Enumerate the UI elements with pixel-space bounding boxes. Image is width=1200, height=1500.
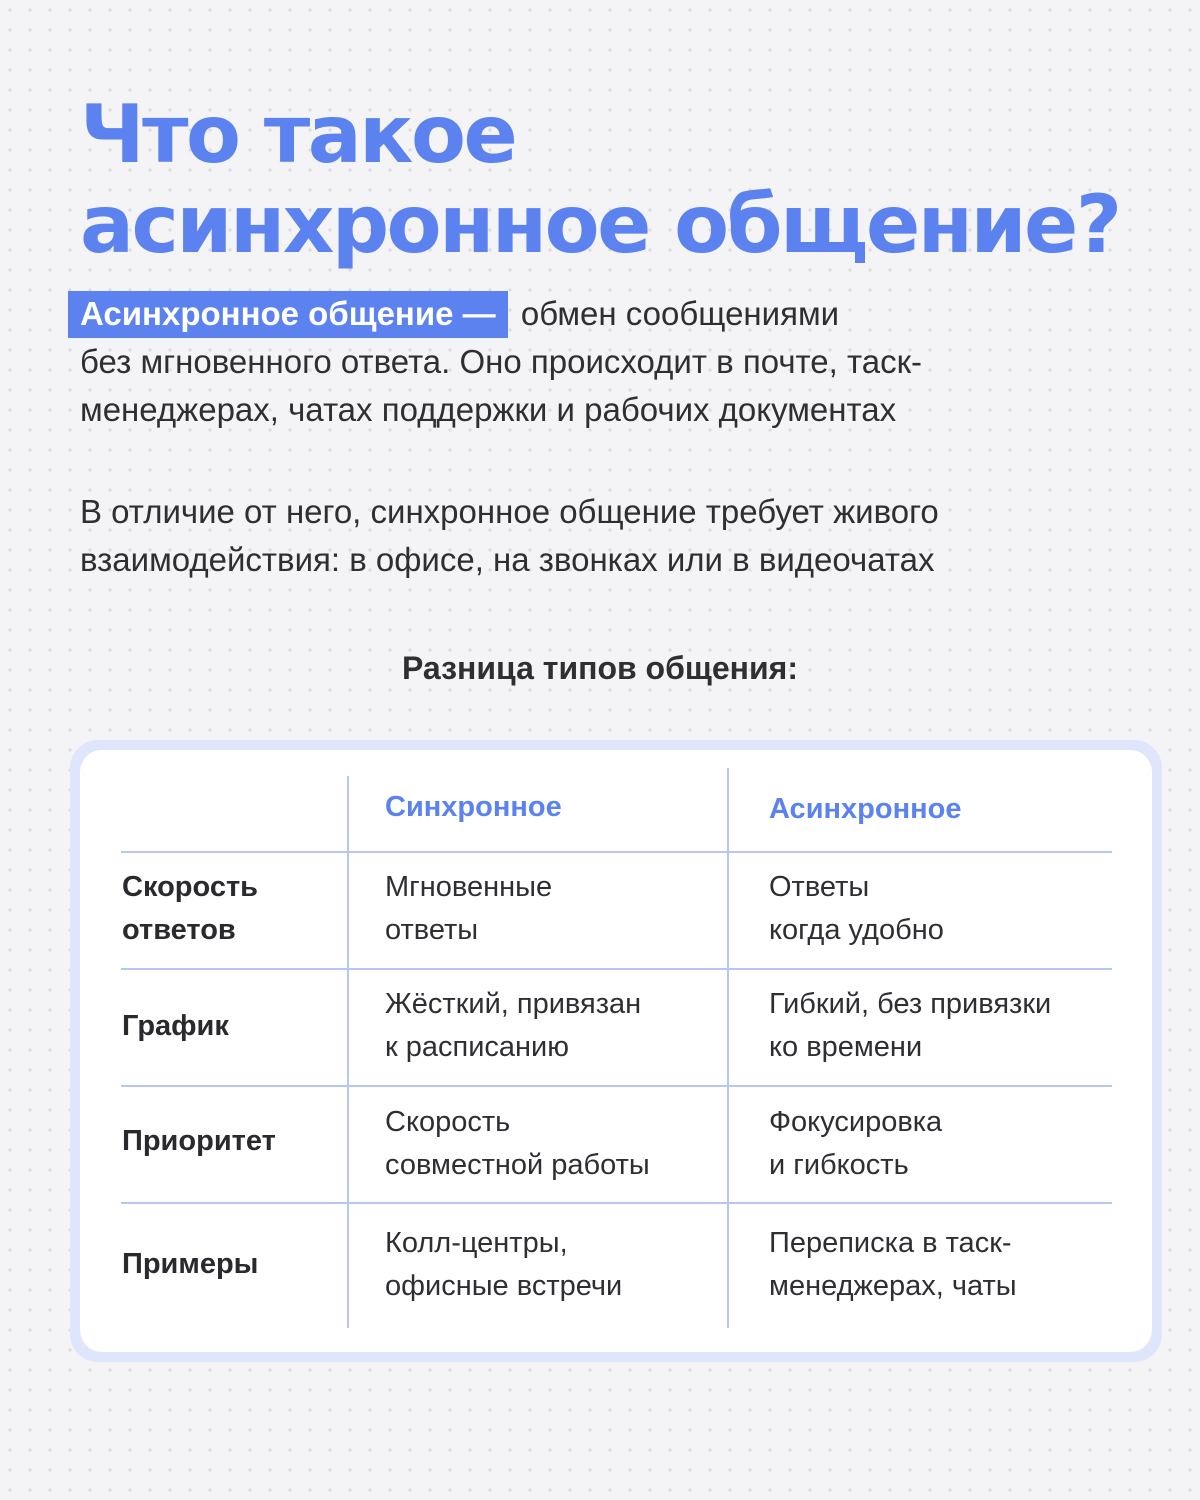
row-label-priority: [122, 1120, 276, 1163]
cell-speed-async-line-2: когда удобно: [769, 914, 944, 946]
row-divider-3: [121, 1085, 1112, 1087]
cell-speed-async-line-1: Ответы: [769, 871, 870, 903]
page-title: [80, 90, 1120, 270]
cell-priority-sync-line-1: Скорость: [385, 1106, 511, 1138]
row-divider-1: [121, 851, 1112, 853]
comparison-line-2: взаимодействия: в офисе, на звонках или в видеочатах: [80, 541, 935, 578]
row-label-schedule: [122, 1005, 229, 1048]
row-divider-2: [121, 968, 1112, 970]
title-line-2: асинхронное общение?: [80, 178, 1120, 271]
cell-schedule-sync: [385, 983, 641, 1069]
definition-line-1-rest: обмен сообщениями: [520, 295, 840, 332]
cell-schedule-async: [769, 983, 1051, 1069]
definition-line-1: [80, 290, 1100, 338]
cell-priority-sync: [385, 1101, 650, 1187]
cell-speed-async: [769, 866, 944, 952]
column-divider-1: [347, 776, 349, 1328]
cell-schedule-sync-line-2: к расписанию: [385, 1031, 569, 1063]
row-label-speed: [122, 866, 258, 952]
definition-line-3: менеджерах, чатах поддержки и рабочих документах: [80, 391, 897, 428]
cell-priority-async-line-1: Фокусировка: [769, 1106, 943, 1138]
definition-paragraph: [80, 290, 1100, 434]
row-label-priority-line-1: Приоритет: [122, 1125, 276, 1157]
cell-priority-async-line-2: и гибкость: [769, 1149, 909, 1181]
cell-schedule-sync-line-1: Жёсткий, привязан: [385, 988, 642, 1020]
row-label-speed-line-2: ответов: [122, 914, 236, 946]
cell-speed-sync-line-1: Мгновенные: [385, 871, 553, 903]
cell-examples-sync-line-2: офисные встречи: [385, 1270, 623, 1302]
cell-examples-sync-line-1: Колл-центры,: [385, 1227, 568, 1259]
cell-priority-async: [769, 1101, 942, 1187]
cell-examples-async-line-2: менеджерах, чаты: [769, 1270, 1017, 1302]
table-title: Разница типов общения:: [402, 650, 798, 686]
cell-examples-sync: [385, 1222, 622, 1308]
comparison-line-1: В отличие от него, синхронное общение требует живого: [80, 493, 939, 530]
row-label-examples-line-1: Примеры: [122, 1248, 259, 1280]
header-async: Асинхронное: [769, 793, 962, 825]
comparison-paragraph: [80, 488, 1120, 584]
cell-speed-sync-line-2: ответы: [385, 914, 479, 946]
row-label-schedule-line-1: График: [122, 1010, 229, 1042]
highlighted-term: Асинхронное общение —: [68, 291, 508, 338]
title-line-1: Что такое: [80, 88, 516, 181]
cell-speed-sync: [385, 866, 552, 952]
row-label-examples: [122, 1243, 258, 1286]
cell-schedule-async-line-1: Гибкий, без привязки: [769, 988, 1052, 1020]
cell-examples-async-line-1: Переписка в таск-: [769, 1227, 1012, 1259]
row-divider-4: [121, 1202, 1112, 1204]
cell-priority-sync-line-2: совместной работы: [385, 1149, 650, 1181]
definition-line-2: без мгновенного ответа. Оно происходит в почте, таск-: [80, 343, 922, 380]
cell-examples-async: [769, 1222, 1017, 1308]
cell-schedule-async-line-2: ко времени: [769, 1031, 923, 1063]
row-label-speed-line-1: Скорость: [122, 871, 258, 903]
header-sync: Синхронное: [385, 791, 562, 823]
